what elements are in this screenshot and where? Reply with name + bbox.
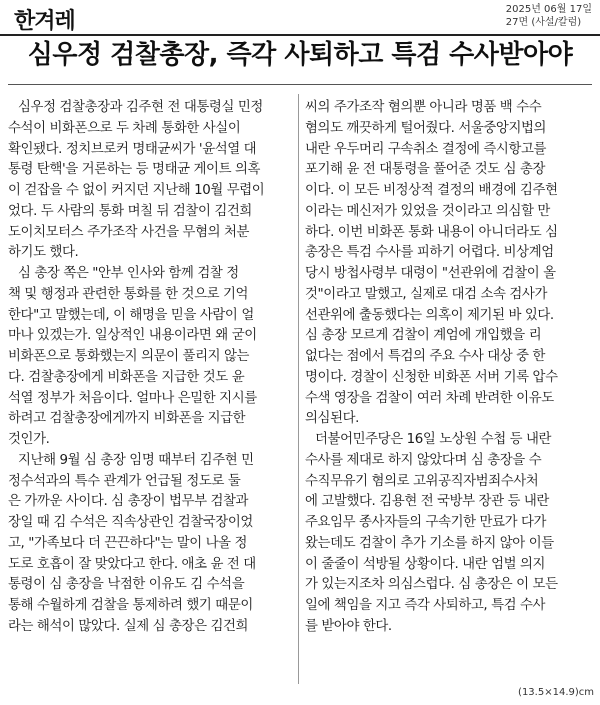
paragraph: [8, 264, 292, 451]
text-line: 정수석과의 특수 관계가 언급될 정도로 둘: [8, 473, 241, 489]
top-rule: [0, 34, 600, 36]
text-line: 책 및 행정과 관련한 통화를 한 것으로 기억: [8, 286, 249, 302]
text-line: 총장은 특검 수사를 피하기 어렵다. 비상계엄: [305, 245, 554, 261]
text-line: 의심된다.: [305, 411, 359, 427]
text-line: 한다"고 말했는데, 이 해명을 믿을 사람이 얼: [8, 307, 254, 323]
text-line: 통해 수월하게 검찰을 통제하려 했기 때문이: [8, 598, 253, 613]
text-line: 장일 때 김 수석은 직속상관인 검찰국장이었: [8, 515, 253, 530]
left-column: [8, 98, 292, 638]
paragraph: [8, 98, 292, 264]
text-line: 통령 탄핵'을 거론하는 등 명태균 게이트 의혹: [8, 162, 261, 178]
text-line: 다. 검찰총장에게 비화폰을 지급한 것도 윤: [8, 369, 245, 385]
text-line: 도이치모터스 주가조작 사건을 무혐의 처분: [8, 224, 250, 240]
text-line: 하기도 했다.: [8, 245, 79, 261]
text-line: 통령이 심 총장을 낙점한 이유도 김 수석을: [8, 577, 245, 593]
text-line: 이다. 이 모든 비정상적 결정의 배경에 김주현: [305, 183, 558, 198]
text-line: 심 총장 쪽은 "안부 인사와 함께 검찰 정: [18, 266, 239, 281]
text-line: 마나 있겠는가. 일상적인 내용이라면 왜 굳이: [8, 328, 257, 344]
text-line: 이라는 메신저가 있었을 것이라고 의심할 만: [305, 203, 550, 219]
right-column: [305, 98, 589, 638]
text-line: 확인됐다. 정치브로커 명태균씨가 '윤석열 대: [8, 141, 257, 157]
text-line: 은 가까운 사이다. 심 총장이 법무부 검찰과: [8, 494, 249, 510]
text-line: 가 있는지조차 의심스럽다. 심 총장은 이 모든: [305, 577, 558, 593]
text-line: 선관위에 출동했다는 의혹이 제기된 바 있다.: [305, 307, 554, 323]
text-line: 없다는 점에서 특검의 주요 수사 대상 중 한: [305, 349, 546, 364]
paragraph: [8, 451, 292, 638]
text-line: 내란 우두머리 구속취소 결정에 즉시항고를: [305, 141, 547, 157]
text-line: 이 줄줄이 석방될 상황이다. 내란 엄벌 의지: [305, 556, 546, 572]
text-line: 수색 영장을 검찰이 여러 차례 반려한 이유도: [305, 390, 554, 406]
issue-meta: [506, 3, 592, 29]
editorial-headline: 심우정 검찰총장, 즉각 사퇴하고 특검 수사받아야: [27, 40, 573, 70]
issue-page: 27면 (사설/칼럼): [505, 17, 582, 28]
text-line: 석열 정부가 처음이다. 얼마나 은밀한 지시를: [8, 390, 257, 406]
column-divider: [298, 94, 299, 684]
text-line: 심우정 검찰총장과 김주현 전 대통령실 민정: [18, 100, 263, 115]
text-line: 포기해 윤 전 대통령을 풀어준 것도 심 총장: [305, 162, 546, 178]
text-line: 이 걷잡을 수 없이 커지던 지난해 10월 무렵이: [8, 183, 265, 198]
text-line: 비화폰으로 통화했는지 의문이 풀리지 않는: [8, 349, 250, 364]
text-line: 에 고발했다. 김용현 전 국방부 장관 등 내란: [305, 494, 549, 510]
text-line: 하다. 이번 비화폰 통화 내용이 아니더라도 심: [305, 224, 558, 240]
text-line: 심 총장 모르게 검찰이 계엄에 개입했을 리: [305, 328, 542, 344]
text-line: 일에 책임을 지고 즉각 사퇴하고, 특검 수사: [305, 598, 546, 613]
article-size-note: (13.5×14.9)cm: [518, 687, 594, 698]
issue-date: 2025년 06월 17일: [505, 4, 592, 15]
text-line: 명이다. 경찰이 신청한 비화폰 서버 기록 압수: [305, 369, 558, 385]
headline-rule: [8, 84, 592, 85]
text-line: 것"이라고 말했고, 실제로 대검 소속 검사가: [305, 286, 547, 302]
text-line: 수직무유기 혐의로 고위공직자범죄수사처: [305, 473, 539, 489]
text-line: 라는 해석이 많았다. 실제 심 총장은 김건희: [8, 618, 249, 634]
text-line: 씨의 주가조작 혐의뿐 아니라 명품 백 수수: [305, 100, 542, 115]
text-line: 왔는데도 검찰이 추가 기소를 하지 않아 이들: [305, 535, 554, 551]
text-line: 더불어민주당은 16일 노상원 수첩 등 내란: [315, 432, 552, 447]
newspaper-logo: 한겨레: [14, 9, 75, 34]
text-line: 수석이 비화폰으로 두 차례 통화한 사실이: [8, 120, 241, 136]
text-line: 지난해 9월 심 총장 임명 때부터 김주현 민: [18, 452, 254, 468]
text-line: 고, "가족보다 더 끈끈하다"는 말이 나올 정: [8, 535, 248, 551]
text-line: 도로 호흡이 잘 맞았다고 한다. 애초 윤 전 대: [8, 556, 256, 572]
text-line: 주요임무 종사자들의 구속기한 만료가 다가: [305, 515, 547, 530]
text-line: 것인가.: [8, 432, 50, 447]
text-line: 수사를 제대로 하지 않았다며 심 총장을 수: [305, 452, 542, 468]
text-line: 를 받아야 한다.: [305, 618, 392, 634]
text-line: 혐의도 깨끗하게 털어줬다. 서울중앙지법의: [305, 120, 547, 136]
paragraph: [305, 98, 589, 430]
text-line: 하려고 검찰총장에게까지 비화폰을 지급한: [8, 411, 246, 427]
text-line: 당시 방첩사령부 대령이 "선관위에 검찰이 올: [305, 266, 556, 281]
text-line: 었다. 두 사람의 통화 며칠 뒤 검찰이 김건희: [8, 203, 252, 219]
paragraph: [305, 430, 589, 638]
